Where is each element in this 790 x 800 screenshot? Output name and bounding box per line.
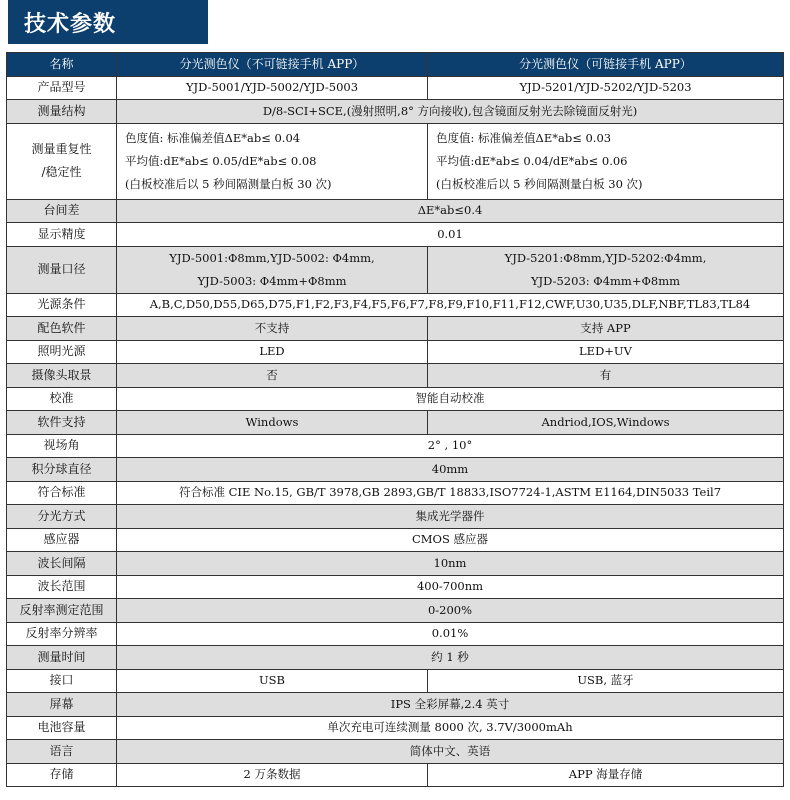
row-value-col2: USB, 蓝牙 — [428, 669, 784, 693]
row-value-shared: 简体中文、英语 — [117, 740, 784, 764]
table-row — [7, 364, 784, 388]
table-row — [7, 693, 784, 717]
row-value-col2: 有 — [428, 364, 784, 388]
table-row — [7, 552, 784, 576]
row-label: 光源条件 — [7, 293, 117, 317]
row-label: 配色软件 — [7, 317, 117, 341]
spec-table — [6, 52, 784, 787]
row-value-col1: Windows — [117, 411, 428, 435]
row-value-col1: 不支持 — [117, 317, 428, 341]
row-value-shared: 0.01% — [117, 622, 784, 646]
table-row — [7, 387, 784, 411]
row-value-shared: 40mm — [117, 458, 784, 482]
row-value-col2: LED+UV — [428, 340, 784, 364]
row-label: 语言 — [7, 740, 117, 764]
table-row — [7, 505, 784, 529]
row-label: 照明光源 — [7, 340, 117, 364]
row-value-line: 平均值:dE*ab≤ 0.05/dE*ab≤ 0.08 — [125, 153, 317, 168]
row-label: 波长间隔 — [7, 552, 117, 576]
table-row — [7, 622, 784, 646]
table-row — [7, 716, 784, 740]
row-value-col1: 2 万条数据 — [117, 763, 428, 787]
row-value-line: YJD-5001:Φ8mm,YJD-5002: Φ4mm, — [169, 250, 375, 265]
row-value-col2: APP 海量存储 — [428, 763, 784, 787]
row-label: 分光方式 — [7, 505, 117, 529]
section-title-bar — [8, 0, 208, 44]
row-value-shared: 约 1 秒 — [117, 646, 784, 670]
table-row — [7, 669, 784, 693]
row-label: 测量结构 — [7, 100, 117, 124]
table-header-row — [7, 53, 784, 77]
row-value-shared: 2° , 10° — [117, 434, 784, 458]
row-label: 波长范围 — [7, 575, 117, 599]
row-value-col1 — [117, 246, 428, 293]
row-label: 符合标准 — [7, 481, 117, 505]
row-value-col1: USB — [117, 669, 428, 693]
table-row — [7, 646, 784, 670]
row-value-shared: A,B,C,D50,D55,D65,D75,F1,F2,F3,F4,F5,F6,F7,F8,F9,F10,F11,F12,CWF,U30,U35,DLF,NBF,TL83,TL84 — [117, 293, 784, 317]
row-label: 积分球直径 — [7, 458, 117, 482]
row-value-col1: YJD-5001/YJD-5002/YJD-5003 — [117, 76, 428, 100]
row-label: 产品型号 — [7, 76, 117, 100]
row-value-shared: IPS 全彩屏幕,2.4 英寸 — [117, 693, 784, 717]
row-value-shared: 10nm — [117, 552, 784, 576]
row-label: 反射率分辨率 — [7, 622, 117, 646]
row-value-shared: 0-200% — [117, 599, 784, 623]
spec-table-body — [7, 53, 784, 787]
row-value-shared: 单次充电可连续测量 8000 次, 3.7V/3000mAh — [117, 716, 784, 740]
row-label: 存储 — [7, 763, 117, 787]
row-label: 屏幕 — [7, 693, 117, 717]
row-label-line: 测量重复性 — [31, 142, 92, 156]
row-value-line: 色度值: 标准偏差值ΔE*ab≤ 0.03 — [436, 130, 612, 145]
table-row — [7, 199, 784, 223]
row-value-shared: 智能自动校准 — [117, 387, 784, 411]
table-row — [7, 434, 784, 458]
table-row — [7, 763, 784, 787]
row-value-line: 平均值:dE*ab≤ 0.04/dE*ab≤ 0.06 — [436, 153, 628, 168]
row-value-col2: 支持 APP — [428, 317, 784, 341]
table-row — [7, 317, 784, 341]
row-value-line: YJD-5203: Φ4mm+Φ8mm — [530, 273, 681, 288]
row-value-shared: 集成光学器件 — [117, 505, 784, 529]
row-value-col2: YJD-5201/YJD-5202/YJD-5203 — [428, 76, 784, 100]
row-label: 校准 — [7, 387, 117, 411]
table-row — [7, 411, 784, 435]
row-label: 测量口径 — [7, 246, 117, 293]
section-title: 技术参数 — [24, 11, 117, 37]
row-value-line: (白板校准后以 5 秒间隔测量白板 30 次) — [125, 176, 332, 191]
row-label: 反射率测定范围 — [7, 599, 117, 623]
row-label: 视场角 — [7, 434, 117, 458]
row-value-shared: CMOS 感应器 — [117, 528, 784, 552]
table-row — [7, 100, 784, 124]
row-label: 测量时间 — [7, 646, 117, 670]
row-value-shared: 符合标准 CIE No.15, GB/T 3978,GB 2893,GB/T 18833,ISO7724-1,ASTM E1164,DIN5033 Teil7 — [117, 481, 784, 505]
row-value-col2: Andriod,IOS,Windows — [428, 411, 784, 435]
row-label-line: /稳定性 — [41, 165, 82, 179]
row-value-col2 — [428, 246, 784, 293]
row-label: 电池容量 — [7, 716, 117, 740]
table-row — [7, 740, 784, 764]
table-row — [7, 575, 784, 599]
row-value-col2 — [428, 123, 784, 199]
row-value-shared: D/8-SCI+SCE,(漫射照明,8° 方向接收),包含镜面反射光去除镜面反射光) — [117, 100, 784, 124]
table-row — [7, 458, 784, 482]
row-label: 感应器 — [7, 528, 117, 552]
row-value-line: (白板校准后以 5 秒间隔测量白板 30 次) — [436, 176, 643, 191]
table-row — [7, 123, 784, 199]
row-value-line: 色度值: 标准偏差值ΔE*ab≤ 0.04 — [125, 130, 301, 145]
row-value-col1 — [117, 123, 428, 199]
row-label: 台间差 — [7, 199, 117, 223]
row-value-col1: 否 — [117, 364, 428, 388]
header-col1: 分光测色仪（不可链接手机 APP） — [117, 53, 428, 77]
row-value-line: YJD-5003: Φ4mm+Φ8mm — [197, 273, 347, 288]
table-row — [7, 340, 784, 364]
table-row — [7, 246, 784, 293]
table-row — [7, 223, 784, 247]
row-value-shared: 400-700nm — [117, 575, 784, 599]
table-row — [7, 481, 784, 505]
table-row — [7, 293, 784, 317]
row-label: 摄像头取景 — [7, 364, 117, 388]
row-value-line: YJD-5201:Φ8mm,YJD-5202:Φ4mm, — [504, 250, 707, 265]
row-label — [7, 123, 117, 199]
header-name: 名称 — [7, 53, 117, 77]
row-value-shared: ΔE*ab≤0.4 — [117, 199, 784, 223]
table-row — [7, 528, 784, 552]
row-value-col1: LED — [117, 340, 428, 364]
header-col2: 分光测色仪（可链接手机 APP） — [428, 53, 784, 77]
row-label: 显示精度 — [7, 223, 117, 247]
row-value-shared: 0.01 — [117, 223, 784, 247]
table-row — [7, 599, 784, 623]
row-label: 接口 — [7, 669, 117, 693]
table-row — [7, 76, 784, 100]
row-label: 软件支持 — [7, 411, 117, 435]
